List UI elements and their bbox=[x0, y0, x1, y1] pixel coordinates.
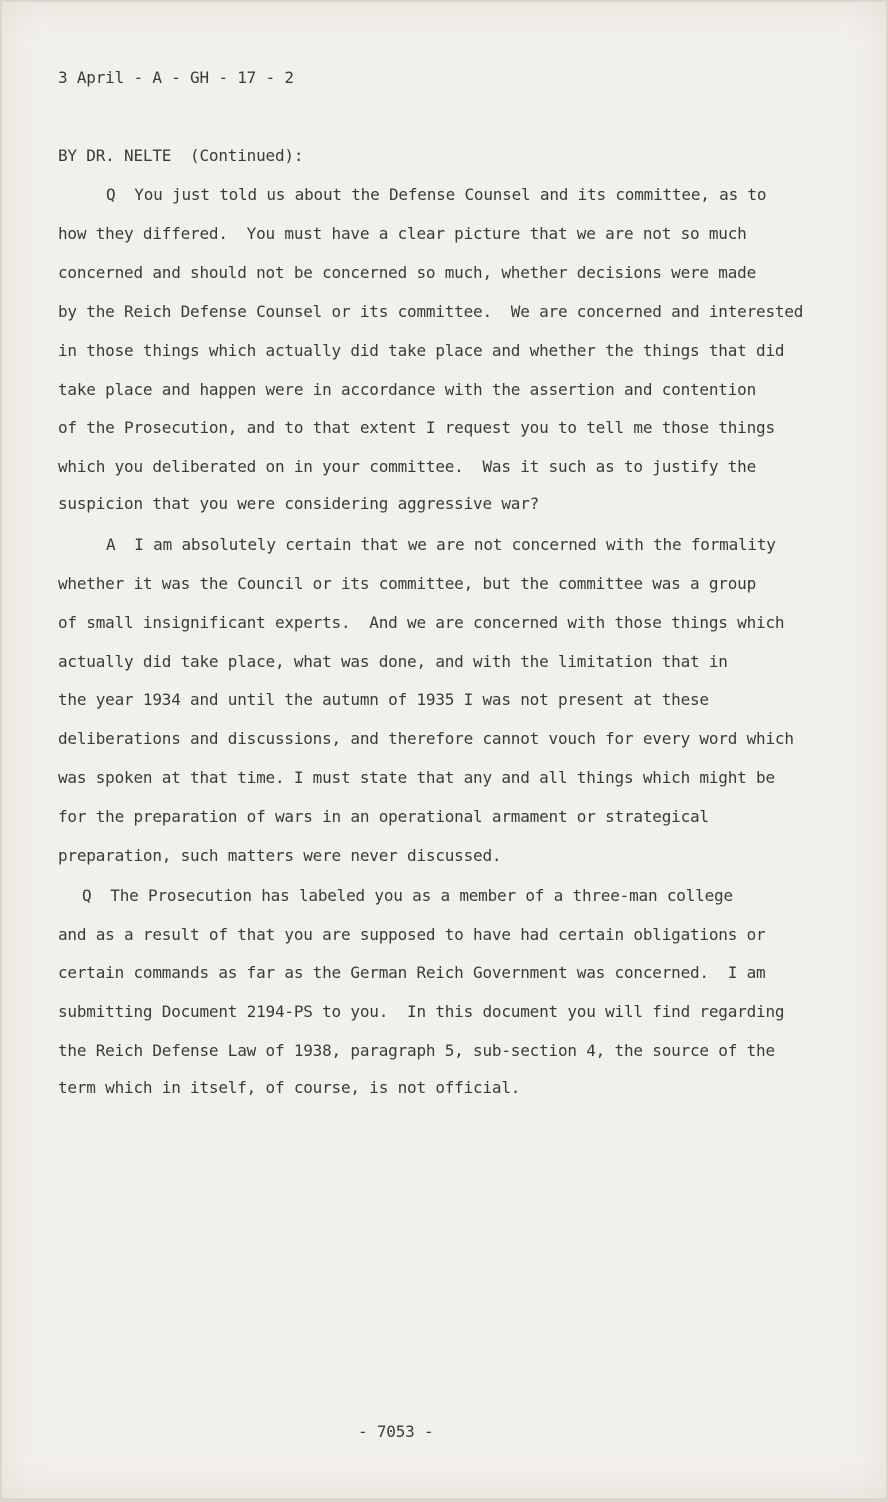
text-line: preparation, such matters were never discussed. bbox=[58, 846, 502, 865]
page-number: - 7053 - bbox=[358, 1422, 434, 1441]
text-line: Q The Prosecution has labeled you as a member of a three-man college bbox=[82, 886, 733, 905]
paragraph-3 bbox=[2, 2, 886, 1498]
text-line: term which in itself, of course, is not official. bbox=[58, 1078, 521, 1097]
text-line: concerned and should not be concerned so much, whether decisions were made bbox=[58, 263, 757, 282]
text-line: the Reich Defense Law of 1938, paragraph 5, sub-section 4, the source of the bbox=[58, 1041, 775, 1060]
examiner-heading: BY DR. NELTE (Continued): bbox=[58, 146, 304, 165]
text-line: suspicion that you were considering aggressive war? bbox=[58, 494, 540, 513]
text-line: in those things which actually did take place and whether the things that did bbox=[58, 341, 785, 360]
text-line: A I am absolutely certain that we are not concerned with the formality bbox=[106, 535, 776, 554]
text-line: actually did take place, what was done, and with the limitation that in bbox=[58, 652, 728, 671]
text-line: was spoken at that time. I must state that any and all things which might be bbox=[58, 768, 775, 787]
text-line: the year 1934 and until the autumn of 1935 I was not present at these bbox=[58, 690, 709, 709]
text-line: deliberations and discussions, and therefore cannot vouch for every word which bbox=[58, 729, 794, 748]
page-header: 3 April - A - GH - 17 - 2 bbox=[58, 68, 294, 87]
text-line: submitting Document 2194-PS to you. In this document you will find regarding bbox=[58, 1002, 785, 1021]
text-line: whether it was the Council or its committee, but the committee was a group bbox=[58, 574, 757, 593]
text-line: for the preparation of wars in an operational armament or strategical bbox=[58, 807, 709, 826]
text-line: and as a result of that you are supposed to have had certain obligations or bbox=[58, 925, 766, 944]
text-line: how they differed. You must have a clear picture that we are not so much bbox=[58, 224, 747, 243]
text-line: Q You just told us about the Defense Counsel and its committee, as to bbox=[106, 185, 767, 204]
text-line: of the Prosecution, and to that extent I request you to tell me those things bbox=[58, 418, 775, 437]
text-line: of small insignificant experts. And we are concerned with those things which bbox=[58, 613, 785, 632]
document-page bbox=[2, 2, 886, 1498]
text-line: take place and happen were in accordance with the assertion and contention bbox=[58, 380, 757, 399]
text-line: certain commands as far as the German Reich Government was concerned. I am bbox=[58, 963, 766, 982]
text-line: by the Reich Defense Counsel or its committee. We are concerned and interested bbox=[58, 302, 804, 321]
text-line: which you deliberated on in your committee. Was it such as to justify the bbox=[58, 457, 757, 476]
